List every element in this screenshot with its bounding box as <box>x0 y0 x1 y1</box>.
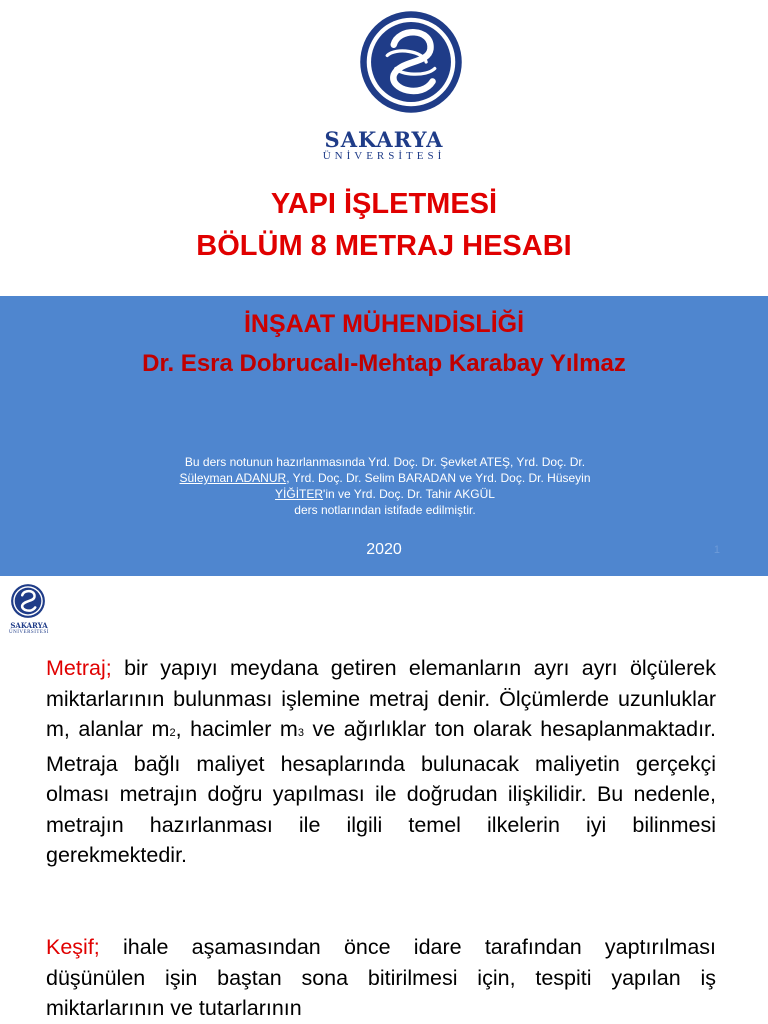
ack-text: , Yrd. Doç. Dr. Selim BARADAN ve Yrd. Doç. Dr. Hüseyin <box>286 471 591 485</box>
year: 2020 <box>366 541 402 558</box>
department: İNŞAAT MÜHENDİSLİĞİ <box>243 310 525 338</box>
chapter-title: BÖLÜM 8 METRAJ HESABI <box>196 230 572 262</box>
ack-line <box>110 486 660 502</box>
metraj-paragraph <box>46 653 716 871</box>
paragraph-text: ihale aşamasından önce idare tarafından yaptırılması düşünülen işin baştan sona bitirilmesi için, tespiti yapılan iş miktarlarının ve tutarlarının <box>46 935 716 1020</box>
ack-line: ders notlarından istifade edilmiştir. <box>294 503 476 517</box>
superscript-2: 2 <box>169 727 176 739</box>
paragraph-text: bir yapıyı meydana getiren elemanların ayrı ayrı ölçülerek miktarlarının bulunması işlemine metraj denir. Ölçümlerde uzunluklar m, alanlar m <box>46 656 716 741</box>
page-number: 1 <box>713 544 720 556</box>
university-logo-icon <box>357 8 465 116</box>
info-band <box>0 296 768 576</box>
university-logo-icon <box>10 583 46 619</box>
brand-name: SAKARYA <box>324 127 444 152</box>
term-kesif: Keşif; <box>46 935 100 959</box>
paragraph-text: ve ağırlıklar ton olarak hesaplanmaktadır. Metraja bağlı maliyet hesaplarında bulunacak maliyetin gerçekçi olması metrajın doğru yapılması ile doğrudan ilişkilidir. Bu nedenle, metrajın hazırlanması ile ilgili temel ilkelerin iyi bilinmesi gerekmektedir. <box>46 717 716 867</box>
paragraph-text: , hacimler m <box>175 717 298 741</box>
superscript-3: 3 <box>297 727 304 739</box>
ack-text: 'in ve Yrd. Doç. Dr. Tahir AKGÜL <box>323 487 495 501</box>
content-slide <box>0 576 768 1024</box>
brand-subtitle: ÜNİVERSİTESİ <box>322 150 446 162</box>
ack-name: YİĞİTER <box>275 487 324 501</box>
brand-subtitle: ÜNİVERSİTESİ <box>9 630 49 635</box>
ack-line: Bu ders notunun hazırlanmasında Yrd. Doç. Dr. Şevket ATEŞ, Yrd. Doç. Dr. <box>184 455 586 469</box>
kesif-paragraph <box>46 932 716 1024</box>
course-title: YAPI İŞLETMESİ <box>270 188 498 220</box>
brand-name: SAKARYA <box>10 621 48 630</box>
term-metraj: Metraj; <box>46 656 112 680</box>
ack-line <box>110 470 660 486</box>
ack-name: Süleyman ADANUR <box>179 471 287 485</box>
authors: Dr. Esra Dobrucalı-Mehtap Karabay Yılmaz <box>142 350 626 377</box>
acknowledgement <box>110 454 660 518</box>
